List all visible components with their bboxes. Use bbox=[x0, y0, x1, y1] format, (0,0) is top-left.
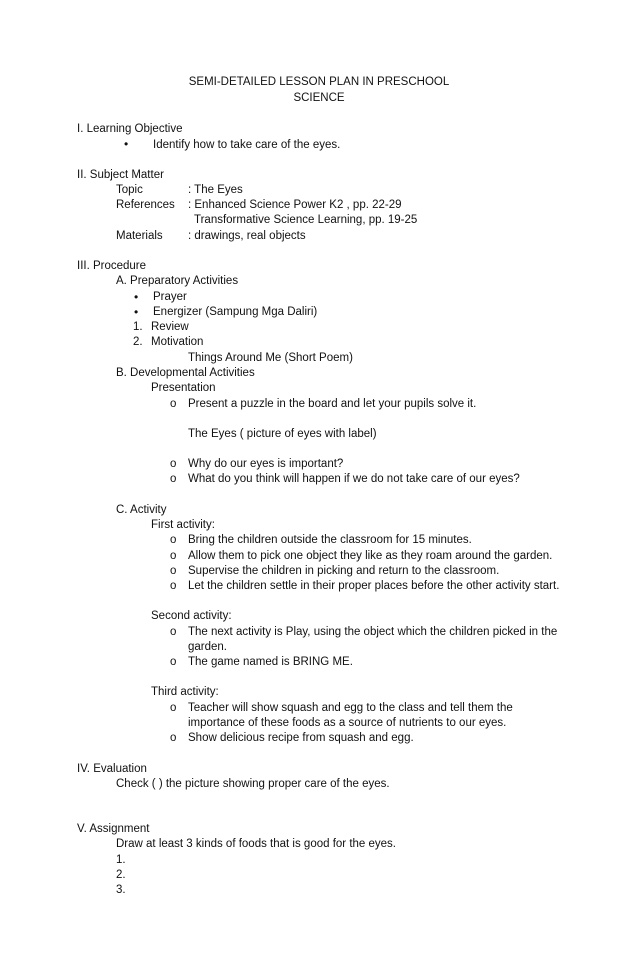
list-number: 1. bbox=[133, 321, 143, 333]
third-activity-label: Third activity: bbox=[151, 686, 219, 698]
developmental-heading: B. Developmental Activities bbox=[116, 367, 255, 379]
subject-matter-heading: II. Subject Matter bbox=[77, 169, 164, 181]
bullet-circle-icon: o bbox=[170, 656, 177, 668]
second-activity-item: The game named is BRING ME. bbox=[188, 656, 353, 668]
first-activity-item: Bring the children outside the classroom for 15 minutes. bbox=[188, 534, 472, 546]
bullet-circle-icon: o bbox=[170, 550, 177, 562]
bullet-circle-icon: o bbox=[170, 458, 177, 470]
bullet-circle-icon: o bbox=[170, 732, 177, 744]
bullet-circle-icon: o bbox=[170, 580, 177, 592]
first-activity-item: Allow them to pick one object they like as they roam around the garden. bbox=[188, 550, 553, 562]
preparatory-heading: A. Preparatory Activities bbox=[116, 275, 239, 287]
activity-heading: C. Activity bbox=[116, 504, 167, 516]
evaluation-heading: IV. Evaluation bbox=[77, 763, 147, 775]
materials-label: Materials bbox=[116, 230, 163, 242]
third-activity-item-cont: importance of these foods as a source of nutrients to our eyes. bbox=[188, 717, 507, 729]
question-item: Why do our eyes is important? bbox=[188, 458, 344, 470]
assignment-heading: V. Assignment bbox=[77, 823, 150, 835]
learning-objective-heading: I. Learning Objective bbox=[77, 123, 183, 135]
assignment-number: 2. bbox=[116, 869, 126, 881]
assignment-number: 1. bbox=[116, 854, 126, 866]
bullet-circle-icon: o bbox=[170, 702, 177, 714]
second-activity-label: Second activity: bbox=[151, 610, 232, 622]
bullet-circle-icon: o bbox=[170, 565, 177, 577]
references-label: References bbox=[116, 199, 175, 211]
third-activity-item: Teacher will show squash and egg to the class and tell them the bbox=[188, 702, 513, 714]
prayer-item: Prayer bbox=[153, 291, 187, 303]
materials-value: : drawings, real objects bbox=[188, 230, 306, 242]
list-number: 2. bbox=[133, 336, 143, 348]
bullet-circle-icon: o bbox=[170, 534, 177, 546]
bullet-circle-icon: o bbox=[170, 626, 177, 638]
motivation-item: Motivation bbox=[151, 336, 204, 348]
title-line-2: SCIENCE bbox=[293, 92, 345, 104]
evaluation-text: Check ( ) the picture showing proper care of the eyes. bbox=[116, 778, 390, 790]
bullet-disc-icon: • bbox=[134, 290, 139, 304]
objective-item: Identify how to take care of the eyes. bbox=[153, 139, 341, 151]
puzzle-answer: The Eyes ( picture of eyes with label) bbox=[188, 428, 377, 440]
motivation-detail: Things Around Me (Short Poem) bbox=[188, 352, 353, 364]
assignment-text: Draw at least 3 kinds of foods that is good for the eyes. bbox=[116, 838, 396, 850]
bullet-circle-icon: o bbox=[170, 473, 177, 485]
first-activity-item: Supervise the children in picking and return to the classroom. bbox=[188, 565, 500, 577]
bullet-disc-icon: • bbox=[134, 305, 139, 319]
second-activity-item-cont: garden. bbox=[188, 641, 228, 653]
references-value-1: : Enhanced Science Power K2 , pp. 22-29 bbox=[188, 199, 402, 211]
presentation-item: Present a puzzle in the board and let your pupils solve it. bbox=[188, 398, 477, 410]
energizer-item: Energizer (Sampung Mga Daliri) bbox=[153, 306, 318, 318]
bullet-circle-icon: o bbox=[170, 398, 177, 410]
question-item: What do you think will happen if we do not take care of our eyes? bbox=[188, 473, 520, 485]
third-activity-item: Show delicious recipe from squash and egg. bbox=[188, 732, 414, 744]
review-item: Review bbox=[151, 321, 189, 333]
topic-value: : The Eyes bbox=[188, 184, 243, 196]
bullet-disc-icon: • bbox=[124, 137, 129, 151]
assignment-number: 3. bbox=[116, 884, 126, 896]
second-activity-item: The next activity is Play, using the object which the children picked in the bbox=[188, 626, 558, 638]
first-activity-label: First activity: bbox=[151, 519, 215, 531]
title-line-1: SEMI-DETAILED LESSON PLAN IN PRESCHOOL bbox=[188, 76, 450, 88]
topic-label: Topic bbox=[116, 184, 143, 196]
presentation-label: Presentation bbox=[151, 382, 216, 394]
procedure-heading: III. Procedure bbox=[77, 260, 147, 272]
references-value-2: Transformative Science Learning, pp. 19-25 bbox=[194, 214, 418, 226]
first-activity-item: Let the children settle in their proper places before the other activity start. bbox=[188, 580, 560, 592]
